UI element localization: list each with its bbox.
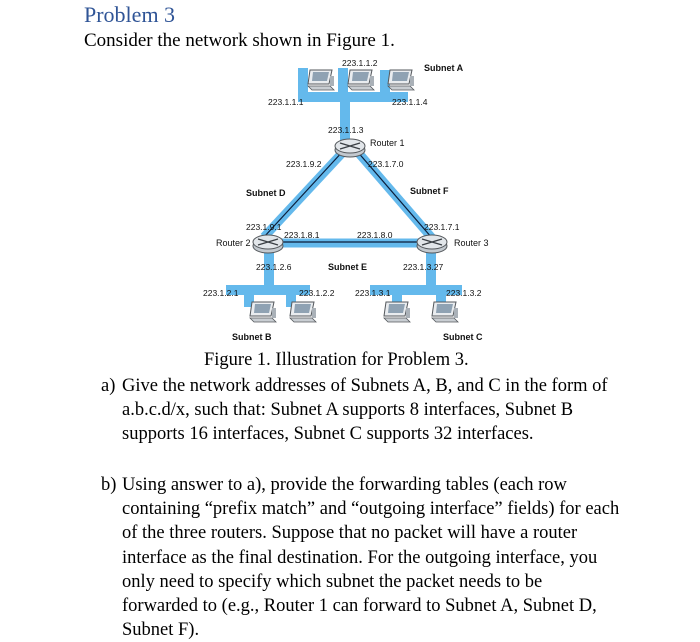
router-3-icon — [417, 235, 447, 253]
subnet-f-label: Subnet F — [410, 186, 449, 196]
addr-b-right: 223.1.2.2 — [299, 288, 335, 298]
subnet-c-label: Subnet C — [443, 332, 483, 342]
addr-r1-left: 223.1.9.2 — [286, 159, 322, 169]
computer-icon — [432, 302, 458, 322]
router-2-label: Router 2 — [216, 238, 251, 248]
subnet-d-label: Subnet D — [246, 188, 286, 198]
addr-a-left: 223.1.1.1 — [268, 97, 304, 107]
computer-icon — [388, 70, 414, 90]
computer-icon — [290, 302, 316, 322]
question-a-text: Give the network addresses of Subnets A, B, and C in the form of a.b.c.d/x, such that: Subnet A supports 8 interfaces, Subnet B supports 16 interfaces, Subnet C supports 32 interfaces. — [122, 376, 608, 445]
addr-r1-top: 223.1.1.3 — [328, 125, 364, 135]
subnet-b-label: Subnet B — [232, 332, 272, 342]
addr-c-right: 223.1.3.2 — [446, 288, 482, 298]
router-1-icon — [335, 139, 365, 157]
computer-icon — [384, 302, 410, 322]
addr-c-left: 223.1.3.1 — [355, 288, 391, 298]
router-1-label: Router 1 — [370, 138, 405, 148]
question-a-label: a) — [101, 376, 116, 396]
addr-r2-bottom: 223.1.2.6 — [256, 262, 292, 272]
subnet-a-label: Subnet A — [424, 63, 464, 73]
figure-caption: Figure 1. Illustration for Problem 3. — [204, 350, 469, 370]
computer-icon — [308, 70, 334, 90]
addr-r3-bottom: 223.1.3.27 — [403, 262, 444, 272]
problem-intro: Consider the network shown in Figure 1. — [84, 30, 395, 51]
addr-a-top: 223.1.1.2 — [342, 58, 378, 68]
router-2-icon — [253, 235, 283, 253]
router-3-label: Router 3 — [454, 238, 489, 248]
addr-r1-right: 223.1.7.0 — [368, 159, 404, 169]
addr-a-right: 223.1.1.4 — [392, 97, 428, 107]
question-b-text: Using answer to a), provide the forwarding tables (each row containing “prefix match” and “outgoing interface” fields) for each of the three routers. Suppose that no packet will have a router interface as the final destination. For the outgoing interface, you only need to specify which subnet the packet needs to be forwarded to (e.g., Router 1 can forward to Subnet A, Subnet D, Subnet F). — [122, 475, 620, 641]
problem-title: Problem 3 — [84, 2, 176, 27]
subnet-b-links — [226, 250, 310, 307]
addr-r3-top: 223.1.7.1 — [424, 222, 460, 232]
subnet-c-links — [370, 250, 462, 307]
computer-icon — [348, 70, 374, 90]
addr-r3-left: 223.1.8.0 — [357, 230, 393, 240]
computer-icon — [250, 302, 276, 322]
subnet-e-label: Subnet E — [328, 262, 368, 272]
addr-r2-right: 223.1.8.1 — [284, 230, 320, 240]
addr-b-left: 223.1.2.1 — [203, 288, 239, 298]
question-b-label: b) — [101, 475, 117, 495]
addr-r2-top: 223.1.9.1 — [246, 222, 282, 232]
